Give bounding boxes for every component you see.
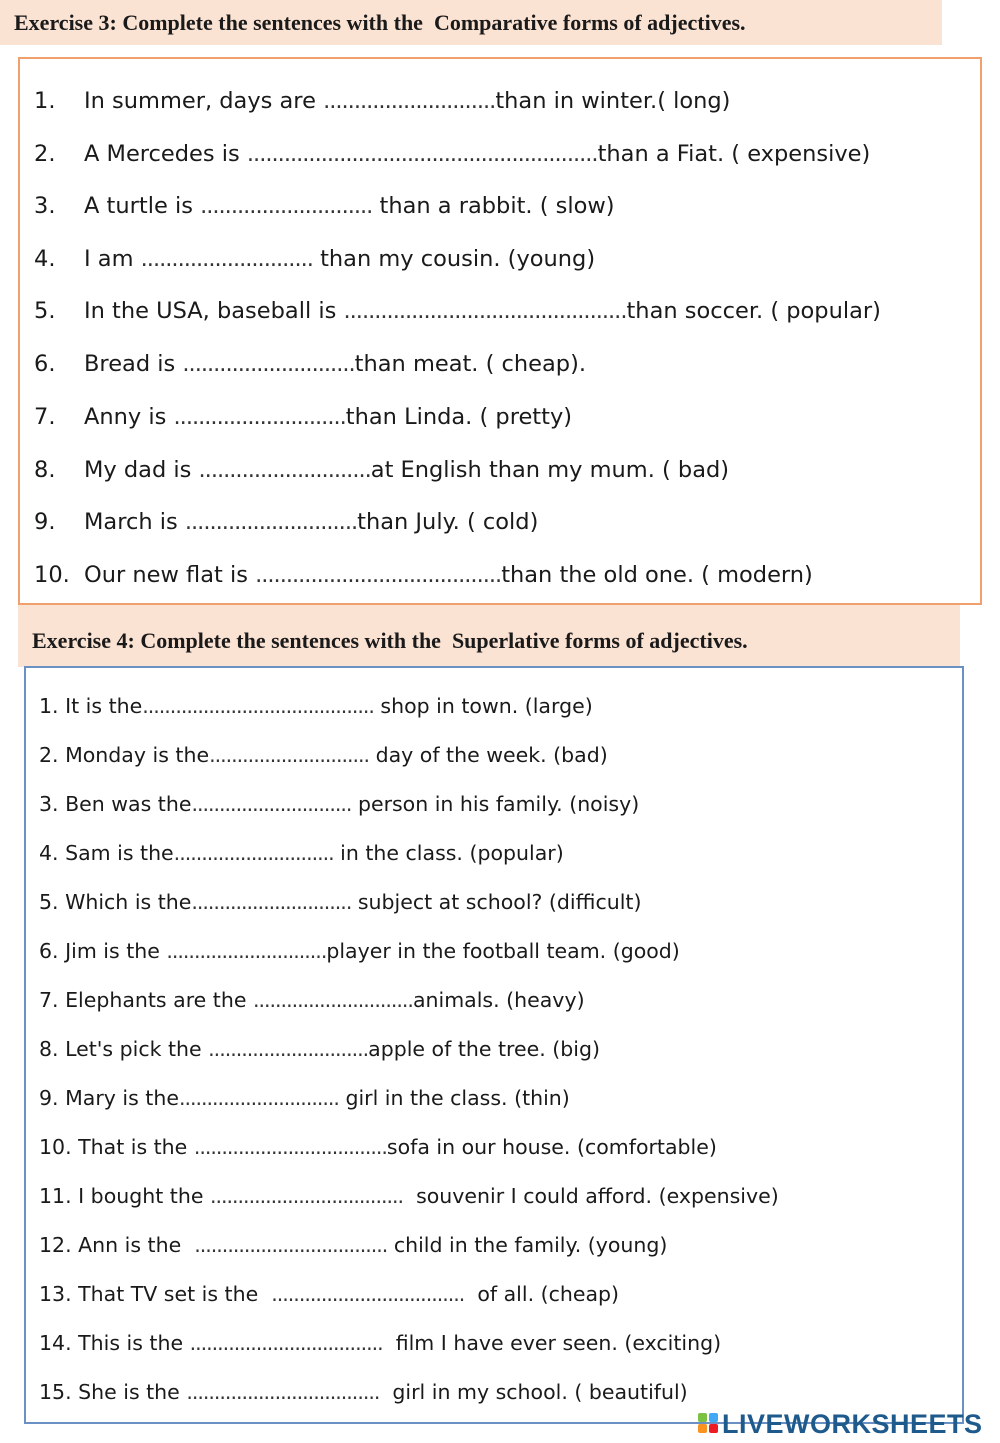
answer-blank[interactable]: ............................ — [200, 193, 373, 219]
sentence-end: than Linda. ( pretty) — [345, 404, 573, 430]
answer-blank[interactable]: ............................. — [166, 939, 327, 963]
item-number: 3. — [34, 193, 56, 219]
sentence-start: 5. Which is the — [39, 890, 192, 914]
item-number: 6. — [34, 351, 56, 377]
sentence-end: person in his family. (noisy) — [351, 792, 640, 816]
ex4-sentence — [39, 835, 564, 871]
sentence-end: day of the week. (bad) — [369, 743, 608, 767]
sentence-start: 8. Let's pick the — [39, 1037, 209, 1061]
item-number: 4. — [34, 246, 56, 272]
sentence-start: 6. Jim is the — [39, 939, 167, 963]
ex4-sentence — [39, 1227, 667, 1263]
sentence-start: 14. This is the — [39, 1331, 190, 1355]
answer-blank[interactable]: ................................... — [193, 1135, 387, 1159]
ex3-sentence — [34, 344, 586, 384]
sentence-start: A turtle is — [84, 193, 201, 219]
sentence-start: Anny is — [84, 404, 174, 430]
exercise-4-title: Exercise 4: Complete the sentences with the Superlative forms of adjectives. — [18, 605, 960, 667]
answer-blank[interactable]: ................................... — [189, 1331, 383, 1355]
sentence-start: 15. She is the — [39, 1380, 187, 1404]
ex4-sentence — [39, 737, 608, 773]
sentence-start: I am — [84, 246, 141, 272]
answer-blank[interactable]: ................................... — [186, 1380, 380, 1404]
answer-blank[interactable]: ............................. — [209, 743, 370, 767]
sentence-start: 3. Ben was the — [39, 792, 192, 816]
ex4-sentence — [39, 786, 639, 822]
sentence-start: March is — [84, 509, 185, 535]
sentence-start: 7. Elephants are the — [39, 988, 253, 1012]
sentence-end: than soccer. ( popular) — [626, 298, 881, 324]
sentence-end: than July. ( cold) — [357, 509, 539, 535]
answer-blank[interactable]: ................................... — [209, 1184, 404, 1208]
answer-blank[interactable]: .............................................. — [343, 298, 627, 324]
sentence-start: In the USA, baseball is — [84, 298, 344, 324]
sentence-start: 12. Ann is the — [39, 1233, 195, 1257]
sentence-start: 11. I bought the — [39, 1184, 210, 1208]
answer-blank[interactable]: ............................ — [198, 457, 371, 483]
sentence-start: Our new flat is — [84, 562, 256, 588]
answer-blank[interactable]: ........................................ — [255, 562, 502, 588]
item-number: 8. — [34, 457, 56, 483]
ex4-sentence — [39, 933, 680, 969]
liveworksheets-icon — [698, 1413, 720, 1435]
ex4-sentence — [39, 1276, 619, 1312]
item-number: 1. — [34, 88, 56, 114]
answer-blank[interactable]: .......................................... — [142, 694, 374, 718]
ex3-sentence — [34, 555, 813, 595]
sentence-end: than a Fiat. ( expensive) — [597, 141, 871, 167]
item-number: 7. — [34, 404, 56, 430]
sentence-end: than the old one. ( modern) — [501, 562, 813, 588]
item-number: 2. — [34, 141, 56, 167]
answer-blank[interactable]: ............................ — [140, 246, 313, 272]
answer-blank[interactable]: ............................. — [191, 890, 352, 914]
answer-blank[interactable]: ................................... — [271, 1282, 465, 1306]
item-number: 5. — [34, 298, 56, 324]
ex3-sentence — [34, 291, 881, 331]
ex4-sentence — [39, 1325, 721, 1361]
sentence-end: than a rabbit. ( slow) — [372, 193, 615, 219]
sentence-end: child in the family. (young) — [387, 1233, 668, 1257]
item-number: 10. — [34, 562, 70, 588]
ex3-sentence — [34, 81, 730, 121]
sentence-start: A Mercedes is — [84, 141, 247, 167]
sentence-end: than my cousin. (young) — [312, 246, 596, 272]
sentence-start: Bread is — [84, 351, 183, 377]
sentence-end: of all. (cheap) — [464, 1282, 620, 1306]
sentence-end: souvenir I could afford. (expensive) — [403, 1184, 779, 1208]
answer-blank[interactable]: ............................ — [173, 404, 346, 430]
answer-blank[interactable]: ............................ — [323, 88, 496, 114]
ex4-sentence — [39, 1031, 600, 1067]
answer-blank[interactable]: ............................. — [191, 792, 352, 816]
sentence-end: film I have ever seen. (exciting) — [382, 1331, 722, 1355]
answer-blank[interactable]: ............................. — [208, 1037, 369, 1061]
sentence-end: animals. (heavy) — [412, 988, 585, 1012]
sentence-start: My dad is — [84, 457, 199, 483]
ex4-sentence — [39, 1178, 779, 1214]
sentence-end: subject at school? (difficult) — [351, 890, 642, 914]
answer-blank[interactable]: ............................. — [252, 988, 413, 1012]
ex4-sentence — [39, 982, 585, 1018]
ex4-sentence — [39, 688, 593, 724]
sentence-end: than in winter.( long) — [495, 88, 731, 114]
ex3-sentence — [34, 397, 572, 437]
answer-blank[interactable]: ......................................................... — [246, 141, 598, 167]
sentence-start: 13. That TV set is the — [39, 1282, 272, 1306]
ex3-sentence — [34, 134, 870, 174]
answer-blank[interactable]: ............................. — [173, 841, 334, 865]
sentence-end: than meat. ( cheap). — [354, 351, 587, 377]
exercise-4-box — [24, 666, 964, 1424]
ex4-sentence — [39, 1374, 688, 1410]
sentence-end: sofa in our house. (comfortable) — [386, 1135, 717, 1159]
exercise-3-box — [18, 57, 982, 605]
sentence-start: 9. Mary is the — [39, 1086, 179, 1110]
ex3-sentence — [34, 239, 595, 279]
answer-blank[interactable]: ............................ — [184, 509, 358, 535]
sentence-end: girl in the class. (thin) — [338, 1086, 570, 1110]
answer-blank[interactable]: ............................ — [182, 351, 355, 377]
liveworksheets-logo — [698, 1408, 983, 1440]
ex4-sentence — [39, 1129, 717, 1165]
sentence-end: in the class. (popular) — [333, 841, 564, 865]
answer-blank[interactable]: ................................... — [194, 1233, 388, 1257]
ex3-sentence — [34, 502, 538, 542]
sentence-end: shop in town. (large) — [373, 694, 593, 718]
item-number: 9. — [34, 509, 56, 535]
ex3-sentence — [34, 186, 615, 226]
ex3-sentence — [34, 450, 729, 490]
sentence-end: player in the football team. (good) — [326, 939, 680, 963]
answer-blank[interactable]: ............................. — [178, 1086, 339, 1110]
exercise-3-title: Exercise 3: Complete the sentences with the Comparative forms of adjectives. — [0, 0, 942, 45]
sentence-start: 1. It is the — [39, 694, 143, 718]
sentence-end: girl in my school. ( beautiful) — [379, 1380, 688, 1404]
sentence-start: 4. Sam is the — [39, 841, 174, 865]
liveworksheets-text: LIVEWORKSHEETS — [722, 1408, 983, 1439]
sentence-start: 2. Monday is the — [39, 743, 210, 767]
sentence-end: apple of the tree. (big) — [368, 1037, 600, 1061]
sentence-end: at English than my mum. ( bad) — [370, 457, 730, 483]
ex4-sentence — [39, 884, 641, 920]
sentence-start: 10. That is the — [39, 1135, 194, 1159]
sentence-start: In summer, days are — [84, 88, 324, 114]
ex4-sentence — [39, 1080, 570, 1116]
